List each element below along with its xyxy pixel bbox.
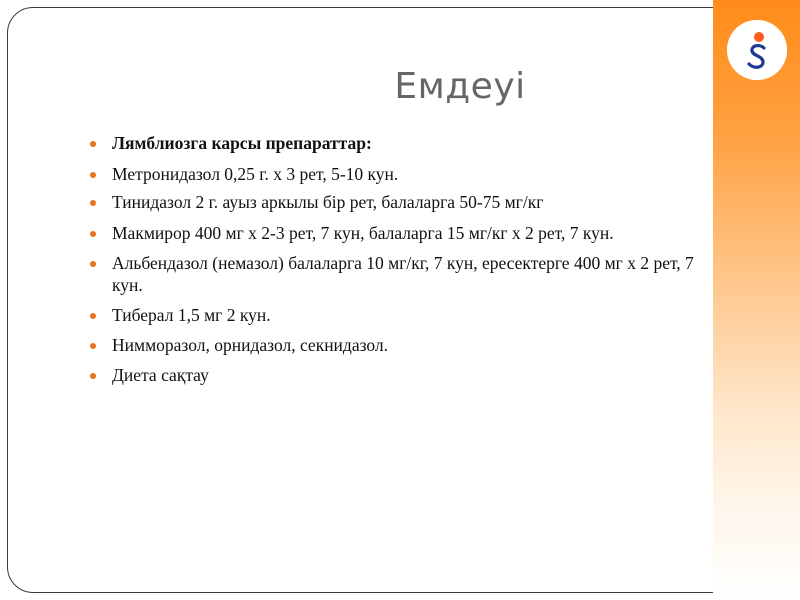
bullet-item (90, 334, 720, 356)
bullet-item (90, 222, 720, 244)
bullet-item (90, 163, 720, 185)
bullet-dot-icon (90, 172, 96, 178)
bullet-dot-icon (90, 231, 96, 237)
slide-title: Емдеуі (394, 66, 526, 107)
bullet-dot-icon (90, 141, 96, 147)
bullet-list (90, 132, 720, 394)
bullet-text: Диета сақтау (112, 365, 209, 385)
bullet-dot-icon (90, 313, 96, 319)
orange-side-band (713, 0, 800, 600)
s-logo-icon (727, 20, 787, 80)
bullet-item (90, 191, 720, 213)
bullet-item (90, 132, 720, 154)
bullet-text: Метронидазол 0,25 г. х 3 рет, 5-10 кун. (112, 164, 399, 184)
bullet-text: Макмирор 400 мг х 2-3 рет, 7 кун, балаларга 15 мг/кг х 2 рет, 7 кун. (112, 223, 614, 243)
bullet-dot-icon (90, 343, 96, 349)
bullet-text: Тинидазол 2 г. ауыз аркылы бір рет, балаларга 50-75 мг/кг (112, 192, 544, 212)
bullet-item (90, 252, 720, 296)
bullet-dot-icon (90, 373, 96, 379)
bullet-item (90, 364, 720, 386)
bullet-text: Нимморазол, орнидазол, секнидазол. (112, 335, 389, 355)
bullet-dot-icon (90, 200, 96, 206)
bullet-text: Альбендазол (немазол) балаларга 10 мг/кг, 7 кун, ересектерге 400 мг х 2 рет, 7 кун. (112, 253, 694, 295)
bullet-text: Тиберал 1,5 мг 2 кун. (112, 305, 271, 325)
bullet-item (90, 304, 720, 326)
bullet-text: Лямблиозга карсы препараттар: (112, 133, 372, 153)
bullet-dot-icon (90, 261, 96, 267)
